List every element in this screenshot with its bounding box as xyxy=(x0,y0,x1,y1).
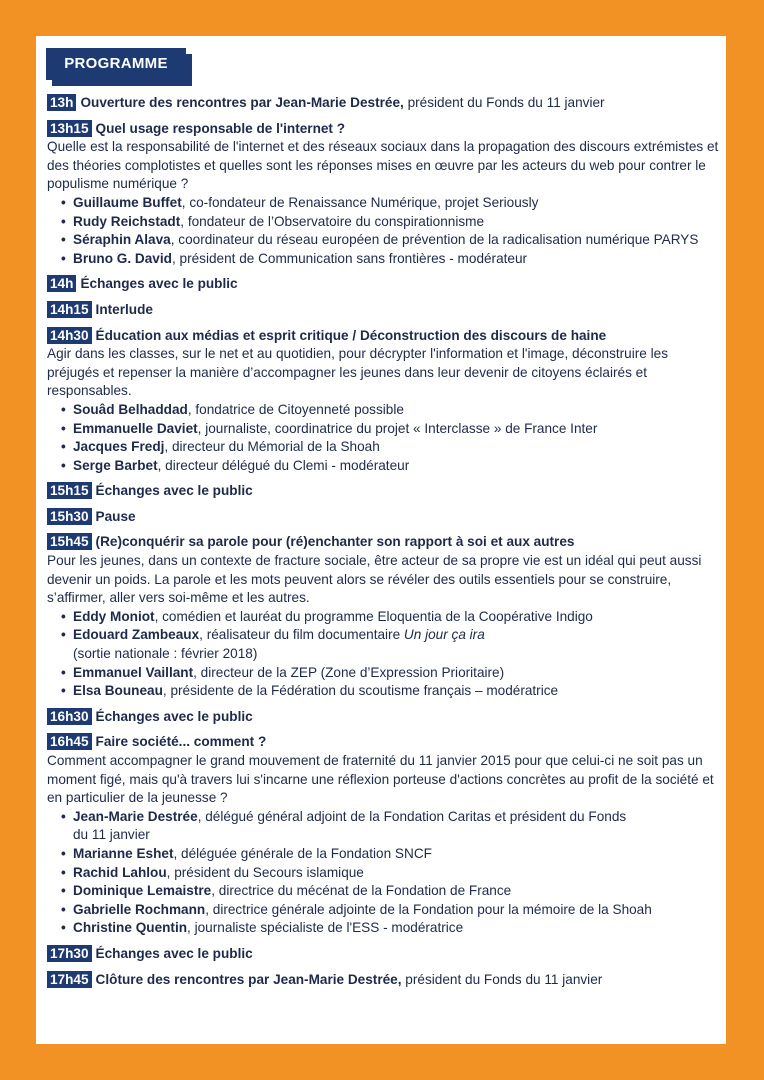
time-badge: 16h45 xyxy=(47,733,92,750)
time-badge: 14h30 xyxy=(47,327,92,344)
programme-list xyxy=(47,94,719,989)
speaker-name: Emmanuel Vaillant xyxy=(73,664,194,680)
speaker-item xyxy=(61,808,719,845)
speaker-name: Rachid Lahlou xyxy=(73,864,167,880)
time-badge: 16h30 xyxy=(47,708,92,725)
programme-title: PROGRAMME xyxy=(46,48,186,80)
programme-page xyxy=(36,36,726,1044)
slot-title: Faire société... comment ? xyxy=(95,734,267,750)
slot-title: Ouverture des rencontres par Jean-Marie Destrée, xyxy=(80,95,404,110)
speaker-item xyxy=(61,682,719,701)
speaker-item xyxy=(61,626,719,663)
speaker-name: Gabrielle Rochmann xyxy=(73,901,206,917)
slot-title-suffix: président du Fonds du 11 janvier xyxy=(403,95,605,110)
program-slot xyxy=(47,301,719,320)
speaker-name: Jacques Fredj xyxy=(73,439,165,455)
slot-description: Pour les jeunes, dans un contexte de fracture sociale, être acteur de sa propre vie est un idéal qui peut aussi devenir un poids. La parole et les mots peuvent alors se révéler des outils essentiels pour se construire, s’affirmer, aller vers soi-même et les autres. xyxy=(47,553,702,606)
speaker-name: Dominique Lemaistre xyxy=(73,883,212,899)
speaker-item xyxy=(61,401,719,420)
speaker-role: , directeur du Mémorial de la Shoah xyxy=(164,439,380,455)
time-badge: 13h15 xyxy=(47,120,92,137)
speaker-name: Elsa Bouneau xyxy=(73,683,163,699)
slot-heading xyxy=(47,327,719,346)
speaker-name: Serge Barbet xyxy=(73,457,158,473)
speaker-name: Bruno G. David xyxy=(73,250,172,266)
speaker-role: , coordinateur du réseau européen de prévention de la radicalisation numérique PARYS xyxy=(170,232,699,248)
time-badge: 14h xyxy=(47,275,76,292)
speaker-role: , directeur de la ZEP (Zone d’Expression Prioritaire) xyxy=(193,664,505,680)
program-slot xyxy=(47,482,719,501)
program-slot xyxy=(47,120,719,269)
speaker-role: , co-fondateur de Renaissance Numérique, projet Seriously xyxy=(181,194,539,210)
speaker-role: , comédien et lauréat du programme Eloquentia de la Coopérative Indigo xyxy=(154,608,593,624)
slot-heading xyxy=(47,971,719,990)
speaker-role: , journaliste spécialiste de l'ESS - modératrice xyxy=(187,920,464,936)
speaker-item xyxy=(61,194,719,213)
speaker-name: Souâd Belhaddad xyxy=(73,401,188,417)
speaker-role: , journaliste, coordinatrice du projet « Interclasse » de France Inter xyxy=(197,420,598,436)
slot-title-suffix: président du Fonds du 11 janvier xyxy=(401,971,603,987)
program-slot xyxy=(47,533,719,700)
speaker-item xyxy=(61,213,719,232)
slot-heading xyxy=(47,733,719,752)
time-badge: 17h45 xyxy=(47,971,92,988)
speaker-role: , réalisateur du film documentaire xyxy=(199,627,404,643)
speaker-list xyxy=(47,808,719,938)
slot-heading xyxy=(47,301,719,320)
program-slot xyxy=(47,971,719,990)
slot-heading xyxy=(47,275,719,294)
speaker-name: Edouard Zambeaux xyxy=(73,627,200,643)
speaker-name: Eddy Moniot xyxy=(73,608,155,624)
time-badge: 17h30 xyxy=(47,945,92,962)
program-slot xyxy=(47,945,719,964)
speaker-role: , directeur délégué du Clemi - modérateur xyxy=(157,457,410,473)
speaker-item xyxy=(61,919,719,938)
time-badge: 15h45 xyxy=(47,533,92,550)
speaker-item xyxy=(61,864,719,883)
speaker-name: Emmanuelle Daviet xyxy=(73,420,198,436)
speaker-item xyxy=(61,438,719,457)
speaker-item xyxy=(61,231,719,250)
slot-heading xyxy=(47,482,719,501)
slot-title: Éducation aux médias et esprit critique / Déconstruction des discours de haine xyxy=(95,327,607,343)
slot-heading xyxy=(47,120,719,139)
speaker-list xyxy=(47,608,719,701)
speaker-item xyxy=(61,250,719,269)
speaker-role: , déléguée générale de la Fondation SNCF xyxy=(173,845,432,861)
slot-title: Interlude xyxy=(95,301,153,317)
speaker-role-continued: du 11 janvier xyxy=(73,827,150,843)
speaker-name: Guillaume Buffet xyxy=(73,194,182,210)
speaker-list xyxy=(47,194,719,268)
program-slot xyxy=(47,275,719,294)
speaker-role: , directrice du mécénat de la Fondation de France xyxy=(211,883,512,899)
slot-title: (Re)conquérir sa parole pour (ré)enchanter son rapport à soi et aux autres xyxy=(95,534,575,550)
speaker-item xyxy=(61,882,719,901)
speaker-list xyxy=(47,401,719,475)
speaker-item xyxy=(61,845,719,864)
slot-title: Échanges avec le public xyxy=(95,483,253,499)
speaker-name: Rudy Reichstadt xyxy=(73,213,181,229)
speaker-item xyxy=(61,608,719,627)
program-slot xyxy=(47,508,719,527)
speaker-role: , président de Communication sans frontières - modérateur xyxy=(171,250,528,266)
program-slot xyxy=(47,733,719,938)
slot-description: Quelle est la responsabilité de l'internet et des réseaux sociaux dans la propagation des discours extrémistes et des théories complotistes et quelles sont les réponses mises en œuvre par les acteurs du web pour contrer le populisme numérique ? xyxy=(47,139,719,192)
speaker-role: , délégué général adjoint de la Fondation Caritas et président du Fonds xyxy=(197,808,627,824)
speaker-role: , présidente de la Fédération du scoutisme français – modératrice xyxy=(162,683,559,699)
speaker-item xyxy=(61,420,719,439)
speaker-item xyxy=(61,901,719,920)
slot-title: Échanges avec le public xyxy=(95,945,253,961)
speaker-role: , fondateur de l’Observatoire du conspirationnisme xyxy=(180,213,485,229)
slot-description: Comment accompagner le grand mouvement de fraternité du 11 janvier 2015 pour que celui-ci ne soit pas un moment figé, mais qu'à travers lui s'incarne une réflexion porteuse d'actions concrètes au profit de la société et en particulier de la jeunesse ? xyxy=(47,753,714,806)
speaker-name: Jean-Marie Destrée xyxy=(73,808,198,824)
time-badge: 14h15 xyxy=(47,301,92,318)
programme-header xyxy=(46,48,186,80)
speaker-name: Séraphin Alava xyxy=(73,232,171,248)
speaker-role-continued: (sortie nationale : février 2018) xyxy=(73,646,258,662)
slot-description: Agir dans les classes, sur le net et au quotidien, pour décrypter l'information et l'image, déconstruire les préjugés et repenser la manière d’accompagner les jeunes dans leur devenir de citoyens éclairés et responsables. xyxy=(47,346,669,399)
speaker-item xyxy=(61,457,719,476)
time-badge: 13h xyxy=(47,94,76,111)
slot-heading xyxy=(47,533,719,552)
speaker-name: Christine Quentin xyxy=(73,920,188,936)
time-badge: 15h30 xyxy=(47,508,92,525)
speaker-role: , fondatrice de Citoyenneté possible xyxy=(187,401,404,417)
slot-heading xyxy=(47,945,719,964)
speaker-role: , directrice générale adjointe de la Fondation pour la mémoire de la Shoah xyxy=(205,901,652,917)
slot-title: Pause xyxy=(95,508,136,524)
slot-title: Clôture des rencontres par Jean-Marie Destrée, xyxy=(95,971,402,987)
time-badge: 15h15 xyxy=(47,482,92,499)
speaker-item xyxy=(61,664,719,683)
slot-heading xyxy=(47,508,719,527)
program-slot xyxy=(47,327,719,476)
speaker-name: Marianne Eshet xyxy=(73,845,174,861)
speaker-role: , président du Secours islamique xyxy=(166,864,364,880)
slot-title: Échanges avec le public xyxy=(95,708,253,724)
slot-title: Échanges avec le public xyxy=(80,276,238,292)
program-slot xyxy=(47,708,719,727)
program-slot xyxy=(47,94,719,113)
film-title: Un jour ça ira xyxy=(403,627,485,643)
slot-title: Quel usage responsable de l'internet ? xyxy=(95,120,346,136)
slot-heading xyxy=(47,94,719,113)
slot-heading xyxy=(47,708,719,727)
